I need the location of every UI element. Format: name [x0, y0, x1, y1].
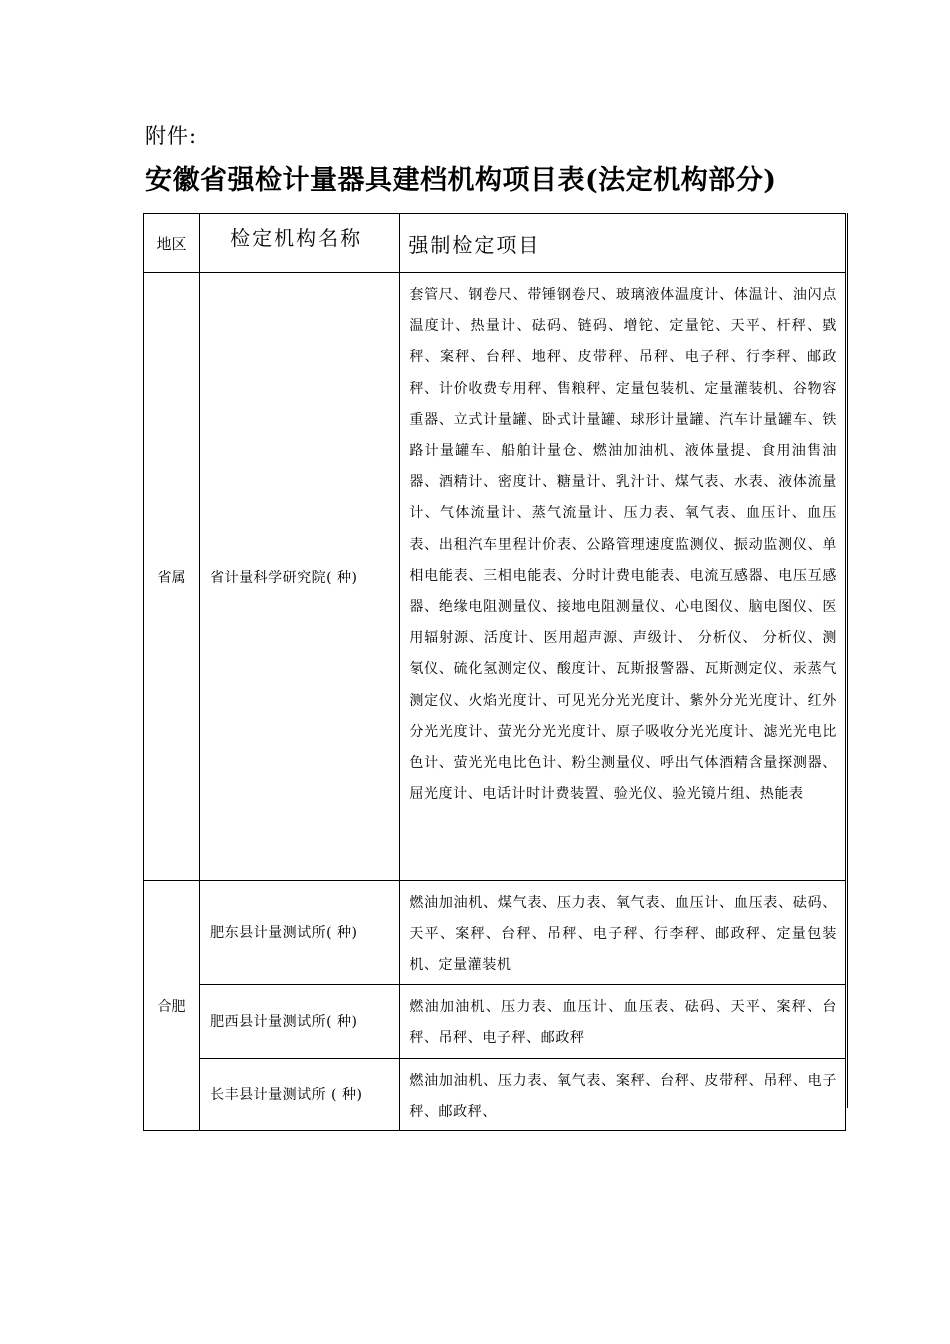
inspection-items-cell: 燃油加油机、压力表、氧气表、案秤、台秤、皮带秤、吊秤、电子秤、邮政秤、	[400, 1058, 846, 1130]
region-cell: 省属	[144, 273, 200, 881]
table-row	[144, 1058, 846, 1130]
inspection-items-cell: 燃油加油机、压力表、血压计、血压表、砝码、天平、案秤、台秤、吊秤、电子秤、邮政秤	[400, 984, 846, 1058]
table-row	[144, 984, 846, 1058]
document-title: 安徽省强检计量器具建档机构项目表(法定机构部分)	[145, 165, 777, 196]
org-name-cell: 肥东县计量测试所( 种)	[200, 881, 400, 985]
header-inspection-items: 强制检定项目	[400, 214, 846, 273]
header-region: 地区	[144, 214, 200, 273]
org-name-cell: 长丰县计量测试所 ( 种)	[200, 1058, 400, 1130]
table-row	[144, 881, 846, 985]
table-row	[144, 273, 846, 881]
table-header-row	[144, 214, 846, 273]
org-name-cell: 肥西县计量测试所( 种)	[200, 984, 400, 1058]
institution-table	[143, 213, 846, 1131]
org-name-cell: 省计量科学研究院( 种)	[200, 273, 400, 881]
inspection-items-cell: 燃油加油机、煤气表、压力表、氧气表、血压计、血压表、砝码、天平、案秤、台秤、吊秤、电子秤、行李秤、邮政秤、定量包装机、定量灌装机	[400, 881, 846, 985]
inspection-items-cell: 套管尺、钢卷尺、带锤钢卷尺、玻璃液体温度计、体温计、油闪点温度计、热量计、砝码、链码、增铊、定量铊、天平、杆秤、戥秤、案秤、台秤、地秤、皮带秤、吊秤、电子秤、行李秤、邮政秤、计价收费专用秤、售粮秤、定量包装机、定量灌装机、谷物容重器、立式计量罐、卧式计量罐、球形计量罐、汽车计量罐车、铁路计量罐车、船舶计量仓、燃油加油机、液体量提、食用油售油器、酒精计、密度计、糖量计、乳汁计、煤气表、水表、液体流量计、气体流量计、蒸气流量计、压力表、氧气表、血压计、血压表、出租汽车里程计价表、公路管理速度监测仪、振动监测仪、单相电能表、三相电能表、分时计费电能表、电流互感器、电压互感器、绝缘电阻测量仪、接地电阻测量仪、心电图仪、脑电图仪、医用辐射源、活度计、医用超声源、声级计、 分析仪、 分析仪、测氡仪、硫化氢测定仪、酸度计、瓦斯报警器、瓦斯测定仪、汞蒸气测定仪、火焰光度计、可见光分光光度计、紫外分光光度计、红外分光光度计、萤光分光光度计、原子吸收分光光度计、滤光光电比色计、萤光光电比色计、粉尘测量仪、呼出气体酒精含量探测器、屈光度计、电话计时计费装置、验光仪、验光镜片组、热能表	[400, 273, 846, 881]
table-outer-border-line	[847, 213, 848, 1108]
header-org-name: 检定机构名称	[200, 214, 400, 273]
region-cell: 合肥	[144, 881, 200, 1131]
annex-label: 附件:	[145, 124, 198, 148]
